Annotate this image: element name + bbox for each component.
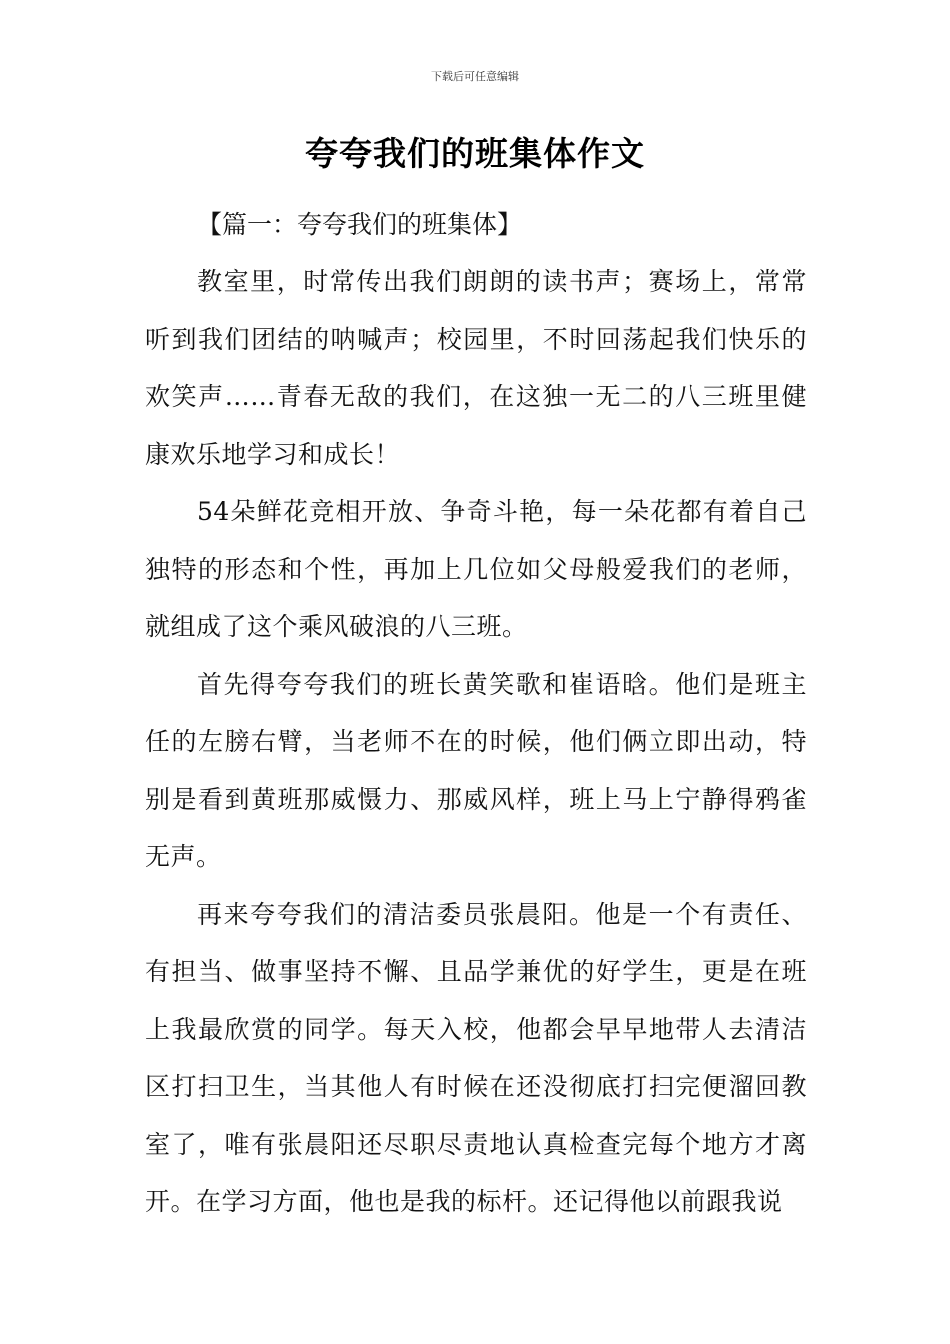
- document-title: 夸夸我们的班集体作文: [305, 134, 645, 173]
- paragraph-1: 教室里，时常传出我们朗朗的读书声；赛场上，常常听到我们团结的呐喊声；校园里，不时回荡起我们快乐的欢笑声……青春无敌的我们，在这独一无二的八三班里健康欢乐地学习和成长！: [145, 267, 807, 469]
- paragraph-3: 首先得夸夸我们的班长黄笑歌和崔语晗。他们是班主任的左膀右臂，当老师不在的时候，他们俩立即出动，特别是看到黄班那威慑力、那威风样，班上马上宁静得鸦雀无声。: [145, 669, 807, 871]
- header-note: 下载后可任意编辑: [431, 70, 519, 83]
- section-title: 【篇一：夸夸我们的班集体】: [197, 210, 523, 239]
- paragraph-4: 再来夸夸我们的清洁委员张晨阳。他是一个有责任、有担当、做事坚持不懈、且品学兼优的好学生，更是在班上我最欣赏的同学。每天入校，他都会早早地带人去清洁区打扫卫生，当其他人有时候在还没彻底打扫完便溜回教室了，唯有张晨阳还尽职尽责地认真检查完每个地方才离开。在学习方面，他也是我的标杆。还记得他以前跟我说: [145, 899, 807, 1216]
- document-body: [145, 196, 807, 1231]
- paragraph-2: 54朵鲜花竞相开放、争奇斗艳，每一朵花都有着自己独特的形态和个性，再加上几位如父母般爱我们的老师，就组成了这个乘风破浪的八三班。: [145, 497, 807, 641]
